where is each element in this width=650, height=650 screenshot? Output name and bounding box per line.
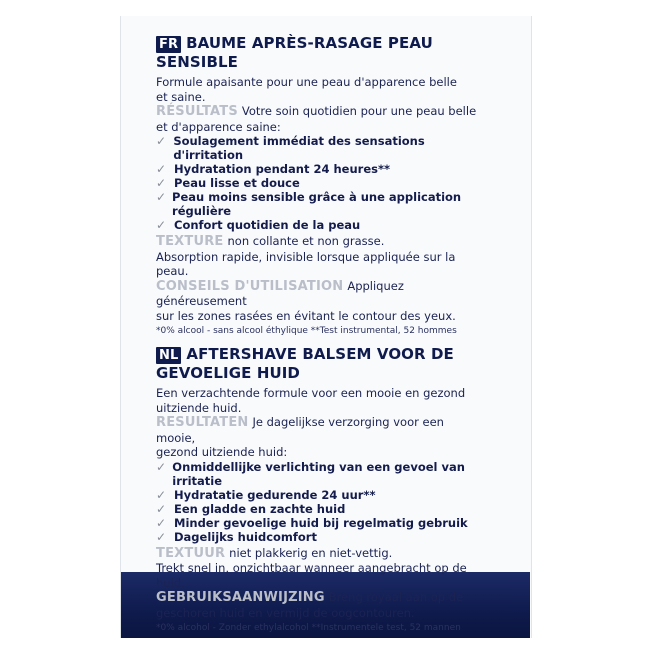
fr-intro: Formule apaisante pour une peau d'apparence belle et saine. <box>156 75 457 104</box>
list-item: ✓ Peau lisse et douce <box>156 176 300 190</box>
list-item: ✓ Minder gevoelige huid bij regelmatig gebruik <box>156 515 468 530</box>
fr-benefits-list <box>156 134 486 232</box>
check-icon: ✓ <box>156 190 167 204</box>
check-icon: ✓ <box>156 218 167 232</box>
check-icon: ✓ <box>156 134 167 148</box>
nl-usage-label: GEBRUIKSAANWIJZING <box>156 590 325 605</box>
nl-title: NL AFTERSHAVE BALSEM VOOR DE <box>156 345 486 364</box>
fr-texture-label: TEXTURE <box>156 234 224 249</box>
nl-benefits-list <box>156 460 486 544</box>
fr-results: RÉSULTATS Votre soin quotidien pour une peau belle et d'apparence saine: <box>156 104 477 134</box>
list-item: ✓ Hydratation pendant 24 heures** <box>156 162 390 176</box>
nl-texture-label: TEXTUUR <box>156 545 226 561</box>
nl-texture: TEXTUUR niet plakkerig en niet-vettig. Trekt snel in, onzichtbaar wanneer aangebracht op de huid. <box>156 545 467 590</box>
nl-usage: GEBRUIKSAANWIJZING Breng royaal aan op de geschoren huid en vermijd de oogcontouren. <box>156 590 464 620</box>
fr-texture: TEXTURE non collante et non grasse. Absorption rapide, invisible lorsque appliquée sur la peau. <box>156 234 456 278</box>
check-icon: ✓ <box>156 529 167 544</box>
product-text-panel <box>156 34 486 642</box>
list-item: ✓ Peau moins sensible grâce à une application régulière <box>156 190 462 218</box>
check-icon: ✓ <box>156 501 167 516</box>
list-item: ✓ Een gladde en zachte huid <box>156 501 346 516</box>
nl-results-label: RESULTATEN <box>156 415 249 430</box>
fr-language-badge: FR <box>156 36 181 53</box>
nl-language-badge: NL <box>156 347 181 364</box>
list-item: ✓ Confort quotidien de la peau <box>156 218 361 232</box>
check-icon: ✓ <box>156 162 167 176</box>
list-item: ✓ Soulagement immédiat des sensations d'irritation <box>156 134 425 162</box>
check-icon: ✓ <box>156 487 167 502</box>
nl-title-line2: GEVOELIGE HUID <box>156 364 300 382</box>
fr-footnote: *0% alcool - sans alcool éthylique **Test instrumental, 52 hommes <box>156 326 457 336</box>
fr-usage: CONSEILS D'UTILISATION Appliquez généreusement sur les zones rasées en évitant le contour des yeux. <box>156 278 456 323</box>
dutch-section <box>156 345 486 634</box>
nl-intro: Een verzachtende formule voor een mooie en gezond uitziende huid. <box>156 386 466 415</box>
fr-usage-label: CONSEILS D'UTILISATION <box>156 278 344 294</box>
fr-title: FR BAUME APRÈS-RASAGE PEAU <box>156 34 486 53</box>
french-section <box>156 34 486 337</box>
nl-footnote: *0% alcohol - Zonder ethylalcohol **Instrumentele test, 52 mannen <box>156 623 461 633</box>
list-item: ✓ Dagelijks huidcomfort <box>156 529 317 544</box>
list-item: ✓ Onmiddellijke verlichting van een gevoel van irritatie <box>156 459 465 488</box>
check-icon: ✓ <box>156 459 167 474</box>
fr-results-label: RÉSULTATS <box>156 104 238 119</box>
list-item: ✓ Hydratatie gedurende 24 uur** <box>156 487 376 502</box>
nl-results: RESULTATEN Je dagelijkse verzorging voor een mooie, gezond uitziende huid: <box>156 415 444 459</box>
check-icon: ✓ <box>156 176 167 190</box>
check-icon: ✓ <box>156 515 167 530</box>
fr-title-line2: SENSIBLE <box>156 53 239 71</box>
